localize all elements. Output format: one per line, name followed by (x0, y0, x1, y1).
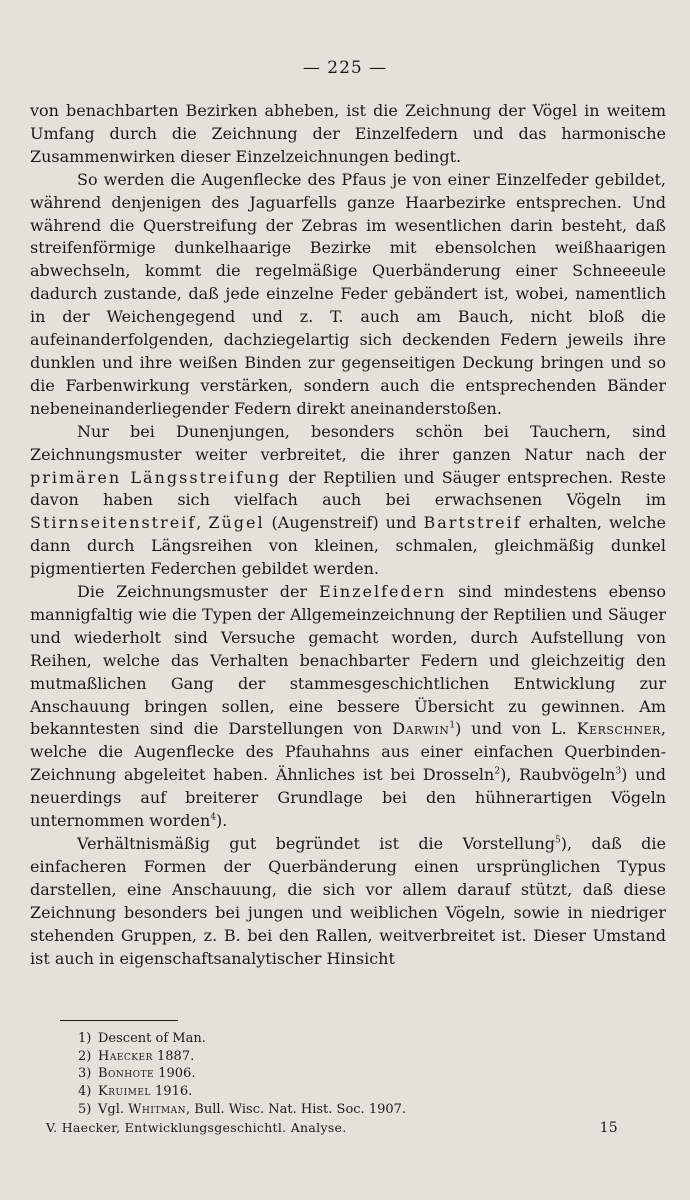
text-run: Nur bei Dunenjungen, besonders schön bei Tauchern, sind Zeichnungsmuster weiter verbreitet, die ihrer ganzen Natur nach der (30, 421, 666, 464)
text-run: ) und neuerdings auf breiterer Grundlage bei den hühnerartigen Vögeln unternommen worden (30, 765, 666, 831)
text-run: ). (216, 811, 228, 831)
footnote-mark: 4) (78, 1084, 92, 1100)
text-run: sind mindestens ebenso mannigfaltig wie die Typen der Allgemeinzeichnung der Reptilien und Säuger und wiederholt sind Versuche gemacht worden, durch Aufstellung von Reihen, welche das Verhalten benachbarter Federn und gleichzeitig den mutmaßlichen Gang der stammesgeschichtlichen Entwicklung zur Anschauung bringen sollen, eine bessere Übersicht zu gewinnen. Am bekanntesten sind die Darstellungen von (30, 582, 666, 739)
emphasized-term: primären Längsstreifung (30, 467, 282, 487)
text-run: 1916. (150, 1084, 193, 1100)
footnote (78, 1048, 638, 1066)
page-number-header: — 225 — (302, 58, 388, 78)
footer-sheet-number: 15 (599, 1120, 618, 1136)
emphasized-term: Stirnseitenstreif (30, 513, 197, 533)
text-run: 1906. (154, 1066, 196, 1082)
author-name: Whitman (128, 1101, 186, 1117)
footnote-rule (60, 1020, 178, 1021)
text-run: erhalten, welche dann durch Längsreihen von kleinen, schmalen, gleichmäßig dunkel pigmentierten Federchen gebildet werden. (30, 513, 666, 579)
footnote-ref: 1 (449, 721, 456, 732)
text-run: , welche die Augenflecke des Pfauhahns aus einer einfachen Querbinden-Zeichnung abgeleitet haben. Ähnliches ist bei Drosseln (30, 719, 666, 785)
footnote (78, 1101, 638, 1119)
footnote-ref: 4 (210, 812, 217, 823)
text-run: , (196, 513, 209, 533)
text-run: der Reptilien und Säuger entsprechen. Reste davon haben sich vielfach auch bei erwachsenen Vögeln im (30, 467, 667, 510)
paragraph (30, 421, 666, 581)
emphasized-term: Bartstreif (423, 513, 522, 533)
text-run: 1887. (152, 1048, 195, 1064)
footnote-ref: 2 (494, 766, 501, 777)
footnote-mark: 1) (78, 1031, 92, 1046)
author-name: Bonhote (98, 1066, 155, 1082)
author-name: Kerschner (576, 719, 661, 739)
text-run: ), daß die einfacheren Formen der Querbänderung einen ursprünglichen Typus darstellen, eine Anschauung, die sich vor allem darauf stützt, daß diese Zeichnung besonders bei jungen und weiblichen Vögeln, sowie in niedriger stehenden Gruppen, z. B. bei den Rallen, weitverbreitet ist. Dieser Umstand ist auch in eigenschaftsanalytischer Hinsicht (30, 834, 667, 968)
body-text (30, 100, 666, 970)
text-run: Verhältnismäßig gut begründet ist die Vorstellung (77, 834, 556, 853)
text-run: Descent of Man. (98, 1031, 206, 1046)
author-name: Kruimel (98, 1084, 151, 1100)
paragraph (30, 581, 666, 833)
text-run: Die Zeichnungsmuster der (77, 582, 320, 602)
paragraph (30, 169, 666, 421)
emphasized-term: Einzelfedern (319, 582, 447, 602)
text-run: ), Raubvögeln (500, 765, 616, 785)
footnote-mark: 2) (78, 1048, 92, 1064)
text-run: ) und von L. (455, 719, 577, 739)
emphasized-term: Zügel (208, 513, 265, 533)
footnote-mark: 3) (78, 1066, 92, 1082)
author-name: Darwin (392, 719, 450, 739)
footnote-mark: 5) (78, 1101, 92, 1117)
text-run: , Bull. Wisc. Nat. Hist. Soc. 1907. (186, 1101, 407, 1117)
text-run: Vgl. (98, 1101, 129, 1117)
footnote-ref: 3 (615, 766, 622, 777)
footnote (78, 1030, 638, 1048)
footnote (78, 1065, 638, 1083)
text-run: So werden die Augenflecke des Pfaus je von einer Einzelfeder gebildet, während denjenigen des Jaguarfells ganze Haarbezirke entsprechen. Und während die Querstreifung der Zebras im wesentlichen darin besteht, daß streifenförmige dunkelhaarige Bezirke mit ebensolchen weißhaarigen abwechseln, kommt die regelmäßige Querbänderung einer Schneeeule dadurch zustande, daß jede einzelne Feder gebändert ist, wobei, namentlich in der Weichengegend und z. T. auch am Bauch, nicht bloß die aufeinanderfolgenden, dachziegelartig sich deckenden Federn jeweils ihre dunklen und ihre weißen Binden zur gegenseitigen Deckung bringen und so die Farbenwirkung verstärken, sondern auch die entsprechenden Bänder nebeneinanderliegender Federn direkt aneinanderstoßen. (30, 169, 666, 418)
author-name: Haecker (98, 1048, 153, 1064)
footnotes (78, 1030, 638, 1119)
text-run: von benachbarten Bezirken abheben, ist die Zeichnung der Vögel in weitem Umfang durch die Zeichnung der Einzelfedern und das harmonische Zusammenwirken dieser Einzelzeichnungen bedingt. (30, 101, 666, 166)
footer-signature: V. Haecker, Entwicklungsgeschichtl. Analyse. (46, 1120, 347, 1135)
paragraph (30, 833, 666, 970)
paragraph (30, 100, 666, 169)
footnote (78, 1083, 638, 1101)
footnote-ref: 5 (555, 835, 561, 846)
text-run: (Augenstreif) und (264, 513, 424, 533)
